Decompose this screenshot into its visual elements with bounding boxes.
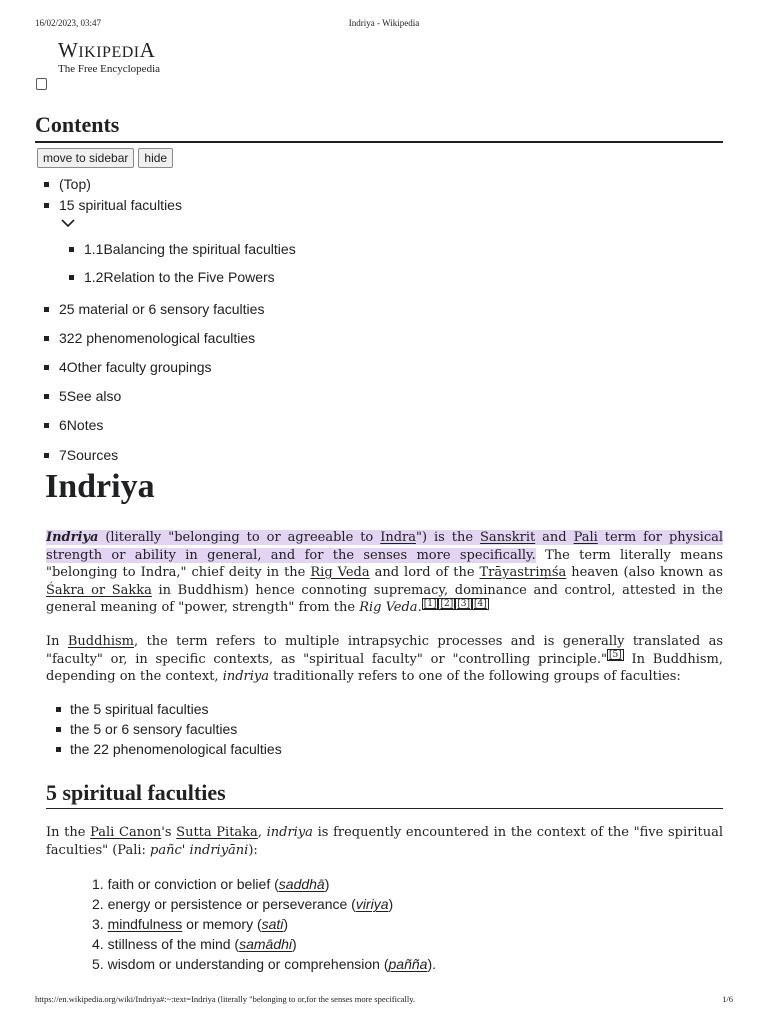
link-mindfulness[interactable]: mindfulness	[107, 916, 183, 932]
link-indra[interactable]: Indra	[380, 530, 417, 545]
link-panna[interactable]: pañña	[388, 956, 428, 972]
wikipedia-logo[interactable]	[58, 38, 160, 75]
link-pali[interactable]: Pali	[573, 530, 598, 545]
term-indriya: Indriya	[46, 530, 99, 545]
list-item: 5. wisdom or understanding or comprehension (pañña).	[92, 956, 437, 972]
link-saddha[interactable]: saddhā	[278, 876, 325, 892]
link-sati[interactable]: sati	[261, 916, 284, 932]
print-footer	[35, 994, 733, 1004]
move-to-sidebar-button[interactable]: move to sidebar	[37, 148, 134, 168]
chevron-down-icon[interactable]	[61, 218, 75, 228]
ref-1[interactable]: [1]	[423, 598, 437, 609]
sutta-paragraph: In the Pali Canon's Sutta Pitaka, indriya is frequently encountered in the context of the "five spiritual faculties" (Pali: pañc' indriyāni):	[46, 825, 723, 858]
link-viriya[interactable]: viriya	[355, 896, 389, 912]
ref-4[interactable]: [4]	[473, 598, 487, 609]
link-pali-canon[interactable]: Pali Canon	[90, 825, 162, 840]
list-item: 3. mindfulness or memory (sati)	[92, 916, 289, 932]
print-url: https://en.wikipedia.org/wiki/Indriya#:~:text=Indriya (literally "belonging to or,for the senses more specifically.	[35, 994, 416, 1004]
link-rig-veda[interactable]: Rig Veda	[310, 565, 370, 580]
section-heading: 5 spiritual faculties	[46, 780, 723, 809]
menu-checkbox[interactable]	[36, 78, 47, 90]
link-trayastrimsa[interactable]: Trāyastriṃśa	[479, 565, 567, 580]
buddhism-paragraph: In Buddhism, the term refers to multiple intrapsychic processes and is generally translated as "faculty" or, in specific contexts, as "spiritual faculty" or "controlling principle." [5] In Buddhism, depending on the context, indriya traditionally refers to one of the following groups of faculties:	[46, 634, 723, 684]
list-item: the 5 or 6 sensory faculties	[56, 719, 282, 739]
list-item: 2. energy or persistence or perseverance (viriya)	[92, 896, 394, 912]
toc-title: Contents	[35, 112, 723, 143]
page-title: Indriya	[45, 468, 155, 505]
list-item: the 22 phenomenological faculties	[56, 739, 282, 759]
spiritual-faculties-list	[92, 874, 436, 974]
wikipedia-wordmark: WIKIPEDIA	[58, 38, 156, 62]
toc-buttons	[37, 148, 173, 168]
ref-2[interactable]: [2]	[440, 598, 454, 609]
hide-toc-button[interactable]: hide	[138, 148, 173, 168]
print-datetime: 16/02/2023, 03:47	[35, 18, 102, 28]
link-samadhi[interactable]: samādhi	[239, 936, 292, 952]
ref-5[interactable]: [5]	[608, 650, 622, 661]
intro-paragraph: Indriya (literally "belonging to or agreeable to Indra") is the Sanskrit and Pali term for physical strength or ability in general, and for the senses more specifically. The term literally means "belonging to Indra," chief deity in the Rig Veda and lord of the Trāyastriṃśa heaven (also known as Śakra or Sakka in Buddhism) hence connoting supremacy, dominance and control, attested in the general meaning of "power, strength" from the Rig Veda. [1] [2] [3] [4]	[46, 530, 724, 615]
print-header	[35, 18, 733, 28]
faculty-groups-list	[56, 699, 282, 759]
ref-3[interactable]: [3]	[457, 598, 470, 609]
link-buddhism[interactable]: Buddhism	[67, 634, 134, 649]
print-page-number: 1/6	[722, 994, 733, 1004]
link-sanskrit[interactable]: Sanskrit	[480, 530, 536, 545]
print-doc-title: Indriya - Wikipedia	[348, 18, 420, 28]
link-sakra[interactable]: Śakra or Sakka	[46, 582, 152, 598]
link-sutta-pitaka[interactable]: Sutta Pitaka	[176, 825, 258, 840]
list-item: the 5 spiritual faculties	[56, 699, 282, 719]
list-item: 4. stillness of the mind (samādhi)	[92, 936, 297, 952]
list-item: 1. faith or conviction or belief (saddhā)	[92, 876, 330, 892]
wikipedia-tagline: The Free Encyclopedia	[58, 63, 161, 75]
